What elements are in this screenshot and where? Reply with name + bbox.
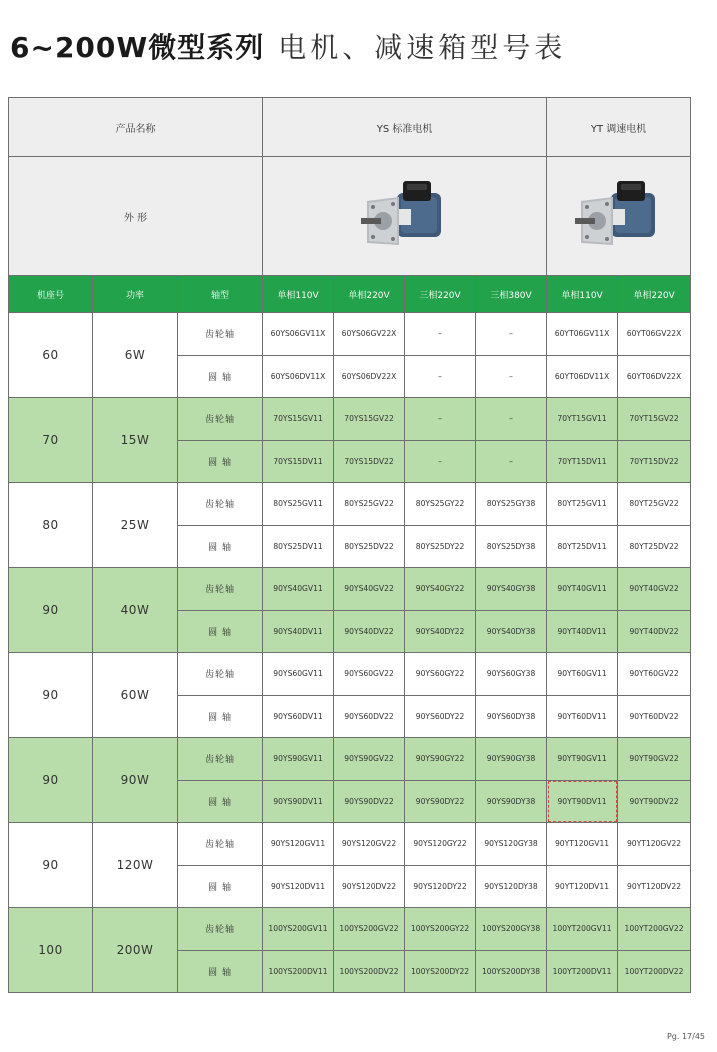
model-cell: 100YT200DV11 <box>547 950 618 993</box>
model-cell: 90YS60DV11 <box>263 695 334 738</box>
power-cell: 90W <box>93 738 178 823</box>
table-row <box>9 738 691 781</box>
column-header-row <box>9 276 691 313</box>
column-header: 轴型 <box>178 276 263 313</box>
model-cell: 90YT60DV11 <box>547 695 618 738</box>
model-cell: 90YS60DV22 <box>334 695 405 738</box>
power-cell: 40W <box>93 568 178 653</box>
column-header: 三相220V <box>405 276 476 313</box>
power-cell: 15W <box>93 398 178 483</box>
model-cell: 90YS60GV22 <box>334 653 405 696</box>
model-cell: 90YT120DV11 <box>547 865 618 908</box>
model-cell: 90YS40GV22 <box>334 568 405 611</box>
model-cell: 100YT200GV11 <box>547 908 618 951</box>
model-cell: 90YS60DY22 <box>405 695 476 738</box>
column-header: 功率 <box>93 276 178 313</box>
model-cell: 90YS40DV22 <box>334 610 405 653</box>
yt-group-cell: YT 调速电机 <box>547 98 691 157</box>
model-cell: 90YS120GV11 <box>263 823 334 866</box>
model-cell: 90YT60DV22 <box>618 695 691 738</box>
model-cell: 70YS15DV22 <box>334 440 405 483</box>
appearance-cell: 外 形 <box>9 157 263 276</box>
model-cell: 90YS90DY22 <box>405 780 476 823</box>
model-cell: 80YS25GV22 <box>334 483 405 526</box>
model-cell: 70YT15GV11 <box>547 398 618 441</box>
model-cell: – <box>405 440 476 483</box>
model-cell: 100YS200GY38 <box>476 908 547 951</box>
model-cell: 90YT40GV11 <box>547 568 618 611</box>
model-cell: 80YT25DV11 <box>547 525 618 568</box>
shaft-type-cell: 圆 轴 <box>178 610 263 653</box>
model-cell: 80YS25DV11 <box>263 525 334 568</box>
frame-size-cell: 60 <box>9 313 93 398</box>
shaft-type-cell: 齿轮轴 <box>178 398 263 441</box>
frame-size-cell: 100 <box>9 908 93 993</box>
model-cell: 60YT06DV22X <box>618 355 691 398</box>
model-cell: 100YS200DY22 <box>405 950 476 993</box>
column-header: 单相110V <box>547 276 618 313</box>
model-cell: 90YS90DY38 <box>476 780 547 823</box>
shaft-type-cell: 圆 轴 <box>178 440 263 483</box>
model-cell: 80YS25GY22 <box>405 483 476 526</box>
model-cell: 90YS90GV11 <box>263 738 334 781</box>
shaft-type-cell: 齿轮轴 <box>178 908 263 951</box>
shaft-type-cell: 齿轮轴 <box>178 738 263 781</box>
shaft-type-cell: 圆 轴 <box>178 780 263 823</box>
yt-motor-image <box>571 171 667 261</box>
column-header: 单相110V <box>263 276 334 313</box>
model-cell: 90YS40GY22 <box>405 568 476 611</box>
model-cell: 100YS200DY38 <box>476 950 547 993</box>
model-cell: 60YS06GV11X <box>263 313 334 356</box>
page-number: Pg. 17/45 <box>666 1032 705 1041</box>
table-row <box>9 398 691 441</box>
header-row-appearance <box>9 157 691 276</box>
table-row <box>9 568 691 611</box>
model-cell: 90YT40GV22 <box>618 568 691 611</box>
model-cell: 100YT200GV22 <box>618 908 691 951</box>
model-cell: – <box>476 440 547 483</box>
model-cell: – <box>405 398 476 441</box>
column-header: 单相220V <box>334 276 405 313</box>
table-row <box>9 483 691 526</box>
model-cell: 80YT25GV11 <box>547 483 618 526</box>
model-cell: – <box>476 313 547 356</box>
model-cell: 90YS90DV22 <box>334 780 405 823</box>
model-cell: 80YS25GY38 <box>476 483 547 526</box>
model-cell: 60YS06DV22X <box>334 355 405 398</box>
ys-motor-image-cell <box>263 157 547 276</box>
title-bold: 6~200W微型系列 <box>10 31 265 64</box>
model-cell: 90YT90GV11 <box>547 738 618 781</box>
power-cell: 120W <box>93 823 178 908</box>
model-cell: 90YT60GV22 <box>618 653 691 696</box>
table-row <box>9 908 691 951</box>
model-cell: 90YS90GY38 <box>476 738 547 781</box>
power-cell: 200W <box>93 908 178 993</box>
model-cell: 100YS200DV22 <box>334 950 405 993</box>
model-cell: 90YS120DV11 <box>263 865 334 908</box>
model-cell: 90YS120GV22 <box>334 823 405 866</box>
ys-group-cell: YS 标准电机 <box>263 98 547 157</box>
shaft-type-cell: 圆 轴 <box>178 355 263 398</box>
shaft-type-cell: 圆 轴 <box>178 865 263 908</box>
frame-size-cell: 90 <box>9 653 93 738</box>
model-cell: 70YT15GV22 <box>618 398 691 441</box>
yt-motor-image-cell <box>547 157 691 276</box>
shaft-type-cell: 圆 轴 <box>178 950 263 993</box>
model-cell: 90YT40DV22 <box>618 610 691 653</box>
model-cell: 70YT15DV11 <box>547 440 618 483</box>
model-cell: 80YT25GV22 <box>618 483 691 526</box>
model-cell: 90YT120GV22 <box>618 823 691 866</box>
frame-size-cell: 90 <box>9 568 93 653</box>
column-header: 机座号 <box>9 276 93 313</box>
frame-size-cell: 90 <box>9 738 93 823</box>
model-table <box>8 97 691 993</box>
model-cell: 90YS40GY38 <box>476 568 547 611</box>
model-cell: 60YS06GV22X <box>334 313 405 356</box>
header-row-names <box>9 98 691 157</box>
model-cell: 90YT60GV11 <box>547 653 618 696</box>
frame-size-cell: 90 <box>9 823 93 908</box>
model-cell: 90YS120DY22 <box>405 865 476 908</box>
model-cell: 90YT40DV11 <box>547 610 618 653</box>
power-cell: 6W <box>93 313 178 398</box>
model-cell: 70YS15GV11 <box>263 398 334 441</box>
shaft-type-cell: 齿轮轴 <box>178 483 263 526</box>
model-cell: 70YS15GV22 <box>334 398 405 441</box>
model-cell: 90YS90GY22 <box>405 738 476 781</box>
model-cell: 90YS40DY38 <box>476 610 547 653</box>
model-cell: 90YS120GY38 <box>476 823 547 866</box>
table-row <box>9 653 691 696</box>
shaft-type-cell: 齿轮轴 <box>178 653 263 696</box>
power-cell: 25W <box>93 483 178 568</box>
model-cell: – <box>476 398 547 441</box>
shaft-type-cell: 圆 轴 <box>178 695 263 738</box>
frame-size-cell: 80 <box>9 483 93 568</box>
model-cell: 90YS120GY22 <box>405 823 476 866</box>
ys-motor-image <box>357 171 453 261</box>
model-cell: 80YT25DV22 <box>618 525 691 568</box>
model-cell: 80YS25DV22 <box>334 525 405 568</box>
model-cell: 100YS200GV22 <box>334 908 405 951</box>
product-name-cell: 产品名称 <box>9 98 263 157</box>
column-header: 单相220V <box>618 276 691 313</box>
column-header: 三相380V <box>476 276 547 313</box>
model-cell: – <box>405 313 476 356</box>
model-cell: 80YS25DY22 <box>405 525 476 568</box>
model-cell: 90YS40DY22 <box>405 610 476 653</box>
shaft-type-cell: 齿轮轴 <box>178 823 263 866</box>
table-row <box>9 823 691 866</box>
model-cell: 90YT120DV22 <box>618 865 691 908</box>
model-cell: 90YT90GV22 <box>618 738 691 781</box>
model-cell: 90YS60GV11 <box>263 653 334 696</box>
model-cell: – <box>476 355 547 398</box>
model-cell: 90YT120GV11 <box>547 823 618 866</box>
title-light: 电机、减速箱型号表 <box>278 31 567 64</box>
shaft-type-cell: 齿轮轴 <box>178 313 263 356</box>
model-cell: 90YS60GY38 <box>476 653 547 696</box>
shaft-type-cell: 圆 轴 <box>178 525 263 568</box>
model-cell: 90YT90DV11 <box>547 780 618 823</box>
model-cell: 90YS60DY38 <box>476 695 547 738</box>
table-row <box>9 313 691 356</box>
model-cell: 90YS120DV22 <box>334 865 405 908</box>
page-title <box>10 26 566 66</box>
model-cell: 80YS25DY38 <box>476 525 547 568</box>
model-cell: – <box>405 355 476 398</box>
shaft-type-cell: 齿轮轴 <box>178 568 263 611</box>
model-cell: 90YS90GV22 <box>334 738 405 781</box>
model-cell: 90YT90DV22 <box>618 780 691 823</box>
model-cell: 100YS200DV11 <box>263 950 334 993</box>
model-cell: 60YT06GV22X <box>618 313 691 356</box>
model-cell: 70YT15DV22 <box>618 440 691 483</box>
model-cell: 90YS120DY38 <box>476 865 547 908</box>
model-cell: 100YS200GV11 <box>263 908 334 951</box>
model-cell: 70YS15DV11 <box>263 440 334 483</box>
model-cell: 60YT06DV11X <box>547 355 618 398</box>
model-cell: 60YT06GV11X <box>547 313 618 356</box>
frame-size-cell: 70 <box>9 398 93 483</box>
model-cell: 100YT200DV22 <box>618 950 691 993</box>
model-cell: 60YS06DV11X <box>263 355 334 398</box>
model-cell: 90YS40GV11 <box>263 568 334 611</box>
model-cell: 100YS200GY22 <box>405 908 476 951</box>
model-cell: 90YS60GY22 <box>405 653 476 696</box>
power-cell: 60W <box>93 653 178 738</box>
model-cell: 80YS25GV11 <box>263 483 334 526</box>
model-cell: 90YS40DV11 <box>263 610 334 653</box>
model-cell: 90YS90DV11 <box>263 780 334 823</box>
